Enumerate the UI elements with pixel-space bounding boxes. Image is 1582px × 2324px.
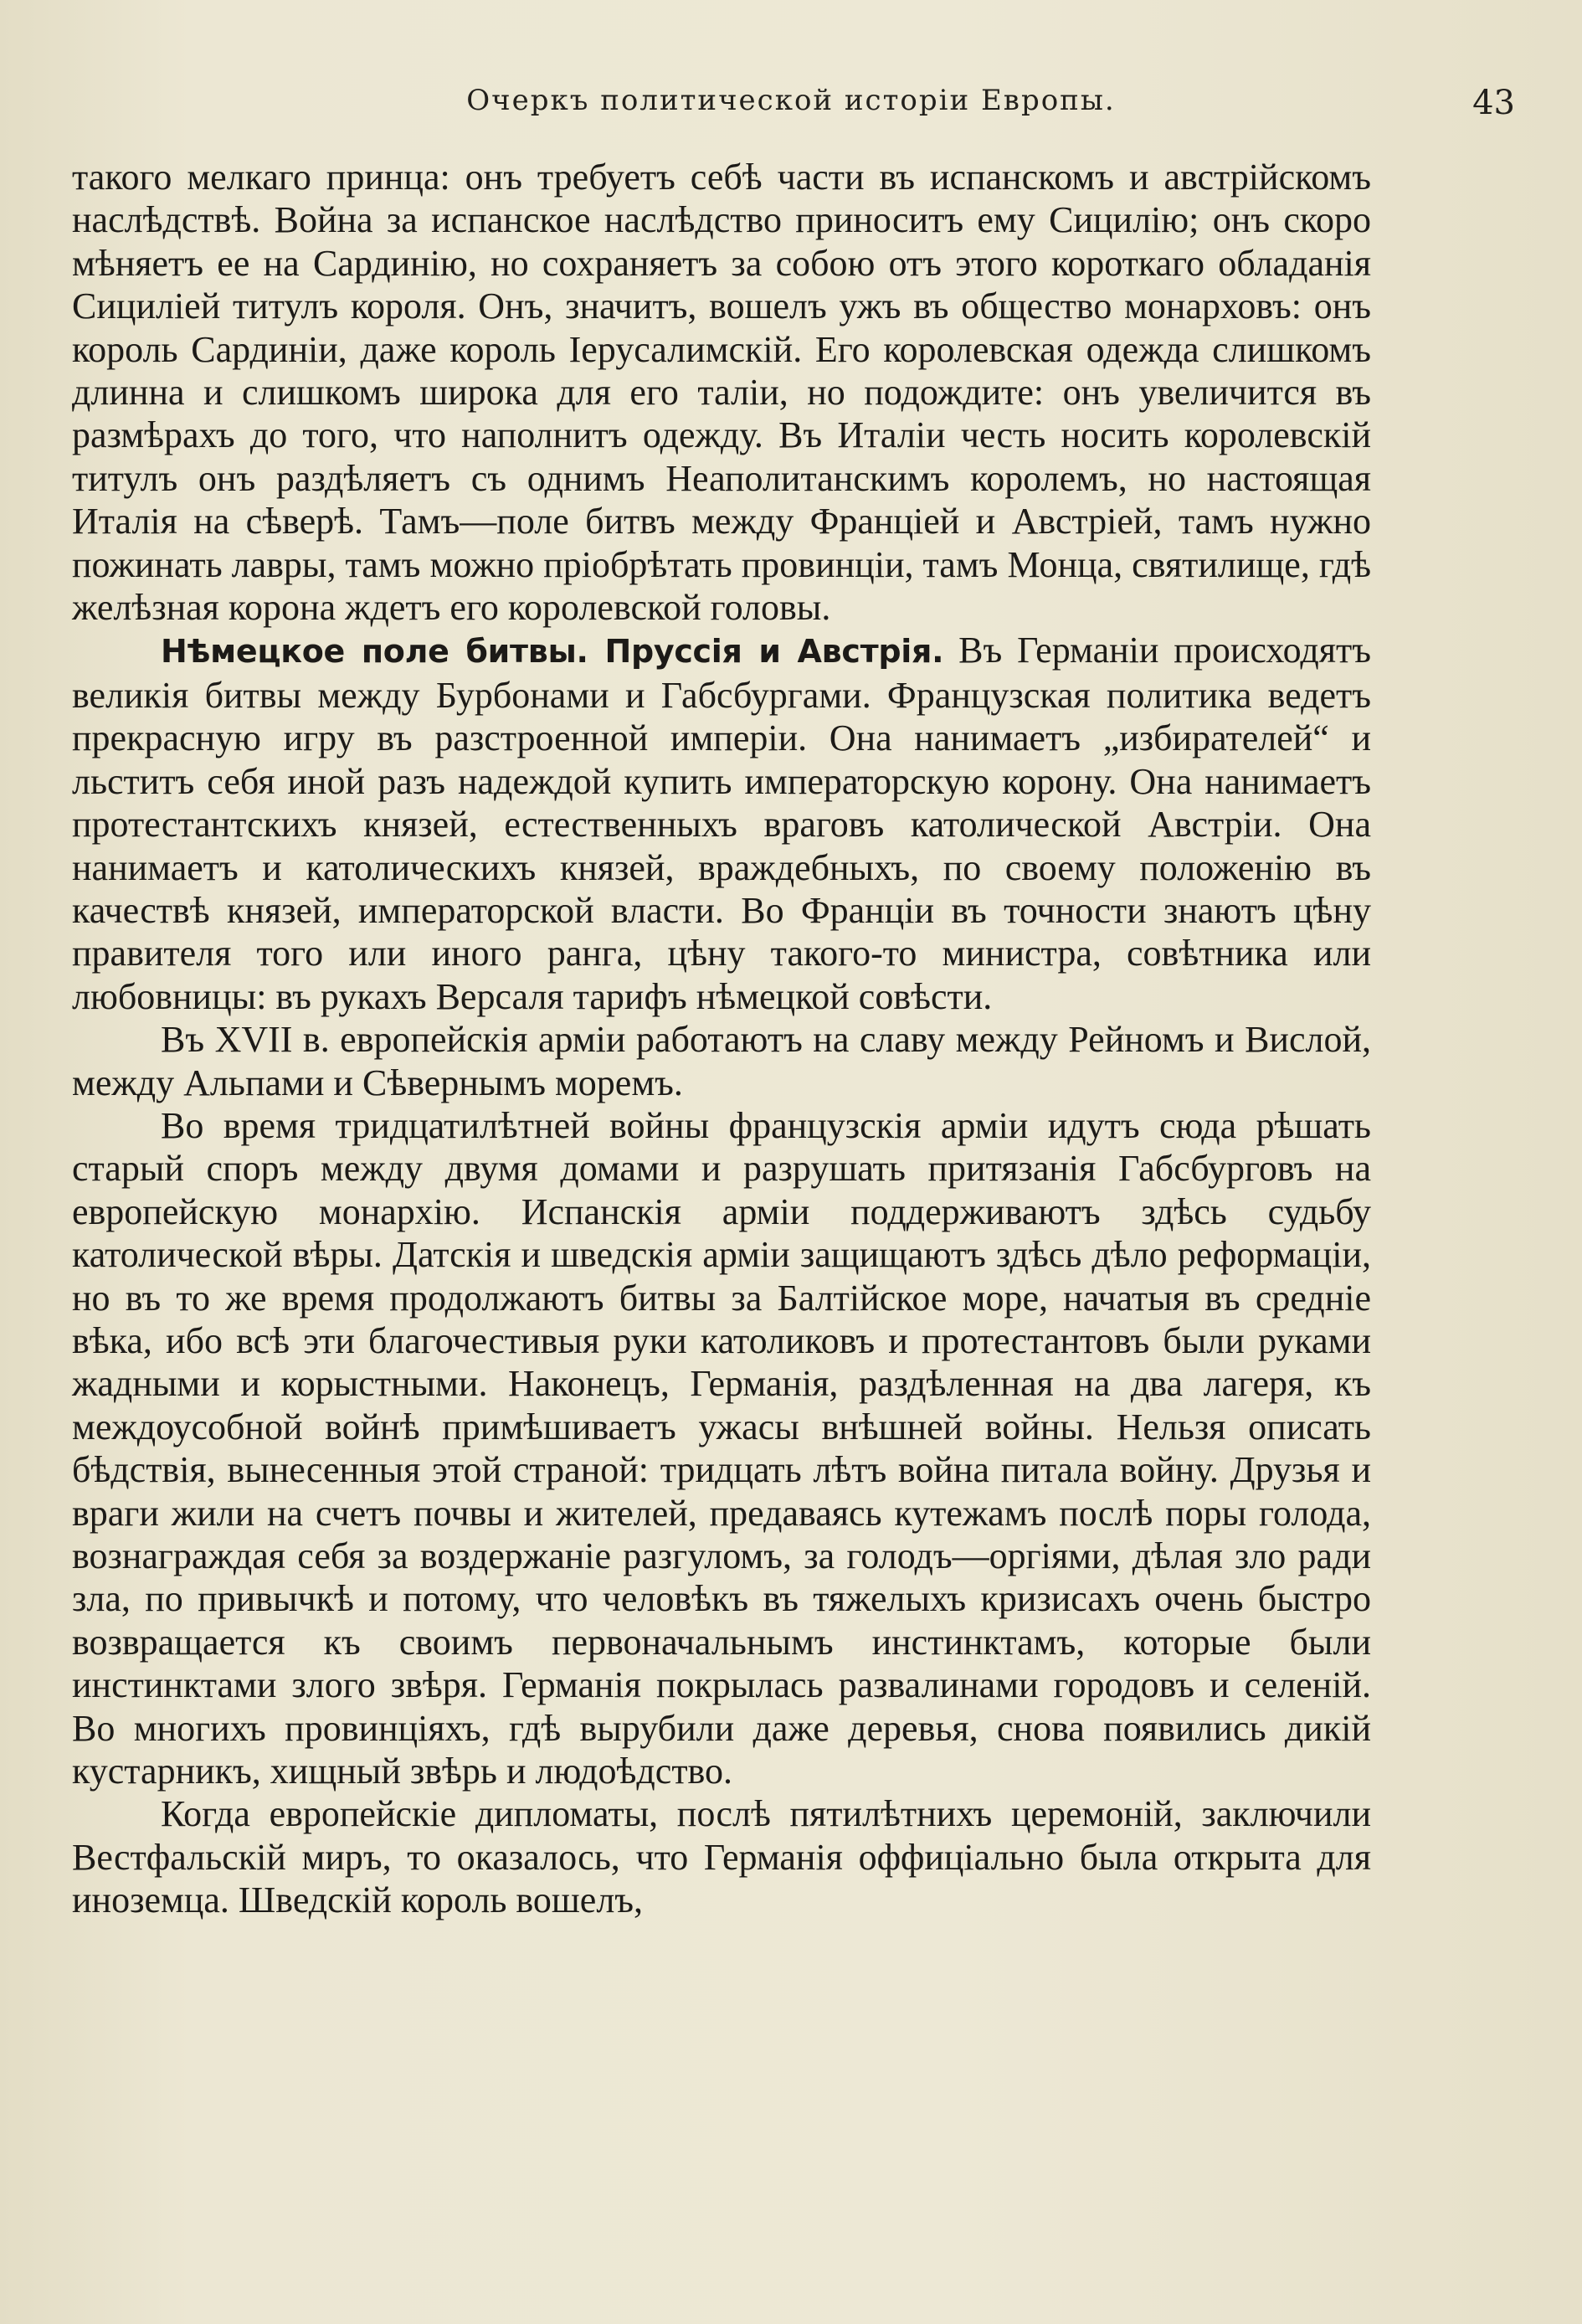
paragraph-2 <box>72 629 1371 1018</box>
page-header <box>67 84 1515 134</box>
section-heading: Нѣмецкое поле битвы. Пруссія и Австрія. <box>161 633 944 671</box>
paragraph-2-text: Въ Германіи происходятъ великія битвы между Бурбонами и Габсбургами. Французская политика ведетъ прекрасную игру въ разстроенной имперіи. Она нанимаетъ „избирателей“ и льститъ себя иной разъ надеждой купить императорскую корону. Она нанимаетъ протестантскихъ князей, естественныхъ враговъ католической Австріи. Она нанимаетъ и католическихъ князей, враждебныхъ, по своему положенію въ качествѣ князей, императорской власти. Во Франціи въ точности знаютъ цѣну правителя того или иного ранга, цѣну такого-то министра, совѣтника или любовницы: въ рукахъ Версаля тарифъ нѣмецкой совѣсти. <box>72 630 1372 1017</box>
paragraph-1: такого мелкаго принца: онъ требуетъ себѣ части въ испанскомъ и австрійскомъ наслѣдствѣ. Война за испанское наслѣдство приноситъ ему Сицилію; онъ скоро мѣняетъ ее на Сардинію, но сохраняетъ за собою отъ этого короткаго обладанія Сициліей титулъ короля. Онъ, значитъ, вошелъ ужъ въ общество монарховъ: онъ король Сардиніи, даже король Іерусалимскій. Его королевская одежда слишкомъ длинна и слишкомъ широка для его таліи, но подождите: онъ увеличится въ размѣрахъ до того, что наполнитъ одежду. Въ Италіи честь носить королевскій титулъ онъ раздѣляетъ съ однимъ Неаполитанскимъ королемъ, но настоящая Италія на сѣверѣ. Тамъ—поле битвъ между Франціей и Австріей, тамъ нужно пожинать лавры, тамъ можно пріобрѣтать провинціи, тамъ Монца, святилище, гдѣ желѣзная корона ждетъ его королевской головы. <box>72 157 1371 629</box>
body-text <box>72 156 1371 1922</box>
paragraph-4: Во время тридцатилѣтней войны французскія арміи идутъ сюда рѣшать старый споръ между двумя домами и разрушать притязанія Габсбурговъ на европейскую монархію. Испанскія арміи поддерживаютъ здѣсь судьбу католической вѣры. Датскія и шведскія арміи защищаютъ здѣсь дѣло реформаціи, но въ то же время продолжаютъ битвы за Балтійское море, начатыя въ средніе вѣка, ибо всѣ эти благочестивыя руки католиковъ и протестантовъ были руками жадными и корыстными. Наконецъ, Германія, раздѣленная на два лагеря, къ междоусобной войнѣ примѣшиваетъ ужасы внѣшней войны. Нельзя описать бѣдствія, вынесенныя этой страной: тридцать лѣтъ война питала войну. Друзья и враги жили на счетъ почвы и жителей, предаваясь кутежамъ послѣ поры голода, вознаграждая себя за воздержаніе разгуломъ, за голодъ—оргіями, дѣлая зло ради зла, по привычкѣ и потому, что человѣкъ въ тяжелыхъ кризисахъ очень быстро возвращается къ своимъ первоначальнымъ инстинктамъ, которые были инстинктами злого звѣря. Германія покрылась развалинами городовъ и селеній. Во многихъ провинціяхъ, гдѣ вырубили даже деревья, снова появились дикій кустарникъ, хищный звѣрь и людоѣдство. <box>72 1104 1371 1792</box>
paragraph-3: Въ XVII в. европейскія арміи работаютъ на славу между Рейномъ и Вислой, между Альпами и Сѣвернымъ моремъ. <box>72 1019 1371 1103</box>
running-title: Очеркъ политической исторіи Европы. <box>466 84 1116 117</box>
page-number: 43 <box>1472 84 1515 122</box>
paragraph-5: Когда европейскіе дипломаты, послѣ пятилѣтнихъ церемоній, заключили Вестфальскій миръ, то оказалось, что Германія оффиціально была открыта для иноземца. Шведскій король вошелъ, <box>72 1793 1371 1921</box>
